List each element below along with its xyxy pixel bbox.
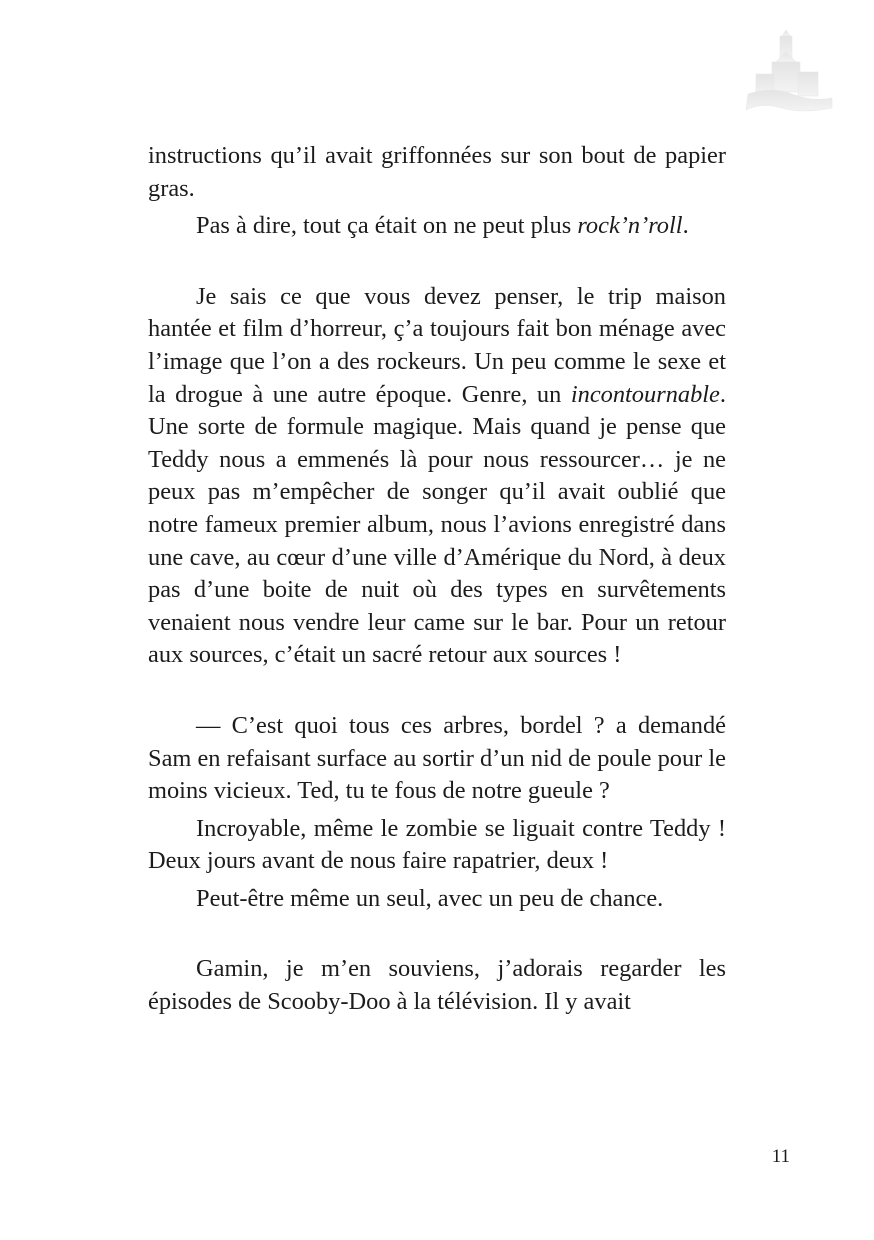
text-run: — C’est quoi tous ces arbres, bordel ? a demandé Sam en refaisant surface au sortir d’un nid de poule pour le moins vicieux. Ted, tu te fous de notre gueule ? [148, 711, 726, 805]
paragraph [148, 210, 726, 243]
text-run: . [682, 212, 689, 240]
paragraph [148, 140, 726, 205]
paragraph [148, 953, 726, 1018]
text-run: Pas à dire, tout ça était on ne peut plus [196, 212, 578, 240]
italic-run: incontournable [570, 380, 720, 408]
paragraph [148, 883, 726, 916]
paragraph [148, 710, 726, 808]
italic-run: rock’n’roll [577, 212, 683, 240]
castle-logo [742, 28, 834, 124]
text-run: instructions qu’il avait griffonnées sur son bout de papier gras. [148, 142, 726, 202]
text-run: . Une sorte de formule magique. Mais quand je pense que Teddy nous a emmenés là pour nous ressourcer… je ne peux pas m’empêcher de songer qu’il avait oublié que notre fameux premier album, nous l’avions enregistré dans une cave, au cœur d’une ville d’Amérique du Nord, à deux pas d’une boite de nuit où des types en survêtements venaient nous vendre leur came sur le bar. Pour un retour aux sources, c’était un sacré retour aux sources ! [148, 380, 726, 669]
text-run: Je sais ce que vous devez penser, le trip maison hantée et film d’horreur, ç’a toujours fait bon ménage avec l’image que l’on a des rockeurs. Un peu comme le sexe et la drogue à une autre époque. Genre, un [148, 282, 726, 408]
page-number: 11 [771, 1146, 790, 1167]
paragraph [148, 281, 726, 672]
paragraph [148, 813, 726, 878]
text-run: Gamin, je m’en souviens, j’adorais regarder les épisodes de Scooby-Doo à la télévision. Il y avait [148, 955, 726, 1016]
body-text [148, 140, 726, 1019]
text-run: Peut-être même un seul, avec un peu de chance. [196, 884, 664, 912]
text-run: Incroyable, même le zombie se liguait contre Teddy ! Deux jours avant de nous faire rapatrier, deux ! [148, 814, 726, 875]
